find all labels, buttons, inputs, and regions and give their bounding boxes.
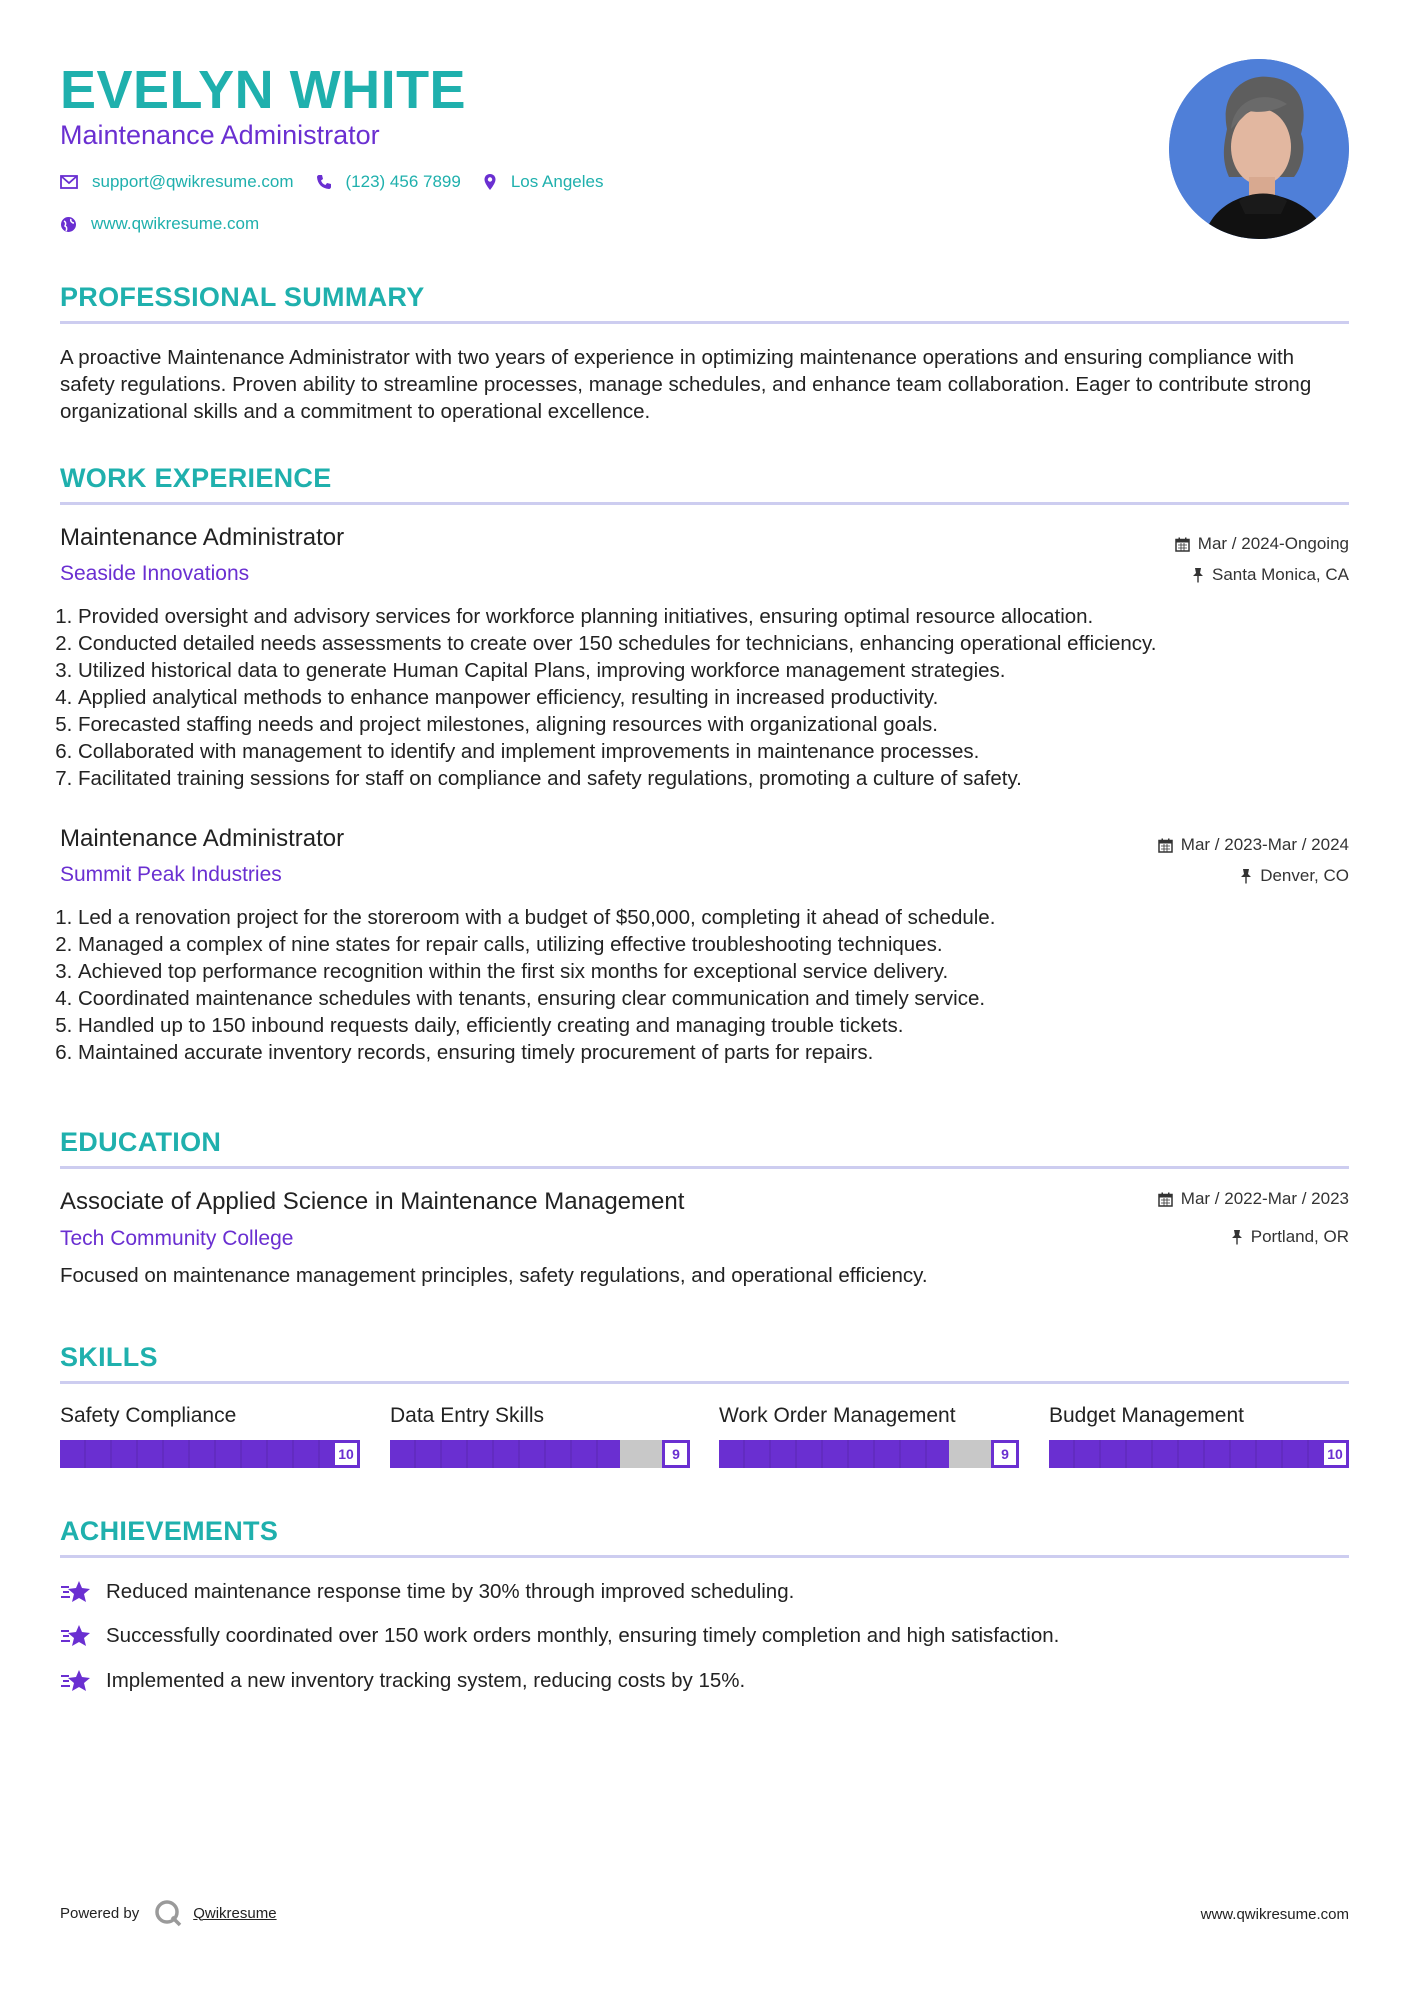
globe-icon — [60, 216, 77, 233]
skill-score: 10 — [332, 1440, 360, 1468]
pushpin-icon — [1231, 1229, 1243, 1245]
achievement-text: Reduced maintenance response time by 30% through improved scheduling. — [106, 1580, 795, 1603]
list-item: 6. Collaborated with management to identify and implement improvements in maintenance processes. — [78, 738, 1367, 765]
calendar-icon — [1158, 838, 1173, 853]
education-location — [1231, 1226, 1349, 1248]
education-description: Focused on maintenance management principles, safety regulations, and operational efficiency. — [60, 1264, 928, 1287]
shooting-star-icon — [60, 1668, 92, 1694]
skill-score: 10 — [1321, 1440, 1349, 1468]
skill-score: 9 — [991, 1440, 1019, 1468]
skill-label: Data Entry Skills — [390, 1404, 545, 1427]
phone-contact[interactable] — [316, 172, 461, 192]
job-location — [1240, 865, 1349, 887]
school-name: Tech Community College — [60, 1227, 294, 1250]
list-item: 5. Forecasted staffing needs and project milestones, aligning resources with organizational goals. — [78, 711, 1367, 738]
email-contact[interactable] — [60, 172, 294, 192]
job-location-text: Denver, CO — [1260, 866, 1349, 885]
job-dates — [1175, 533, 1349, 555]
achievement-item — [60, 1622, 1059, 1649]
skill-bar — [60, 1440, 360, 1468]
achievements-title: ACHIEVEMENTS — [60, 1516, 279, 1546]
skill-fill — [60, 1440, 332, 1468]
summary-text: A proactive Maintenance Administrator with two years of experience in optimizing maintenance operations and ensuring compliance with safety regulations. Proven ability to streamline processes, manage schedules, and enhance team collaboration. Eager to contribute strong organizational skills and a commitment to operational excellence. — [60, 346, 1312, 423]
candidate-name: EVELYN WHITE — [60, 60, 467, 120]
contact-row-2 — [60, 214, 281, 234]
skill-label: Safety Compliance — [60, 1404, 237, 1427]
list-item: 1. Led a renovation project for the storeroom with a budget of $50,000, completing it ahead of schedule. — [78, 904, 1367, 931]
achievement-item — [60, 1578, 794, 1605]
job-title: Maintenance Administrator — [60, 524, 345, 551]
job-dates-text: Mar / 2023-Mar / 2024 — [1180, 835, 1349, 854]
map-pin-icon — [483, 173, 497, 191]
shooting-star-icon — [60, 1623, 92, 1649]
summary-divider — [60, 321, 1349, 324]
skills-title: SKILLS — [60, 1342, 158, 1372]
skill-fill — [719, 1440, 949, 1468]
summary-title: PROFESSIONAL SUMMARY — [60, 282, 425, 312]
job-bullets — [60, 603, 1367, 792]
skill-label: Budget Management — [1049, 1404, 1244, 1427]
company-name: Seaside Innovations — [60, 562, 250, 585]
list-item: 4. Coordinated maintenance schedules with tenants, ensuring clear communication and timely service. — [78, 985, 1367, 1012]
footer-powered-by — [60, 1898, 277, 1928]
list-item: 2. Conducted detailed needs assessments to create over 150 schedules for technicians, enhancing operational efficiency. — [78, 630, 1367, 657]
skill-label: Work Order Management — [719, 1404, 956, 1427]
pushpin-icon — [1192, 567, 1204, 583]
skill-score: 9 — [662, 1440, 690, 1468]
skill-item — [719, 1403, 1019, 1462]
skill-bar — [1049, 1440, 1349, 1468]
candidate-role: Maintenance Administrator — [60, 120, 380, 150]
skill-bar — [390, 1440, 690, 1468]
profile-photo — [1169, 59, 1349, 239]
skill-item — [60, 1403, 360, 1462]
website-contact[interactable] — [60, 214, 259, 234]
phone-icon — [316, 174, 332, 190]
location-contact — [483, 172, 604, 192]
education-location-text: Portland, OR — [1250, 1227, 1349, 1246]
skill-item — [390, 1403, 690, 1462]
job-bullets — [60, 904, 1367, 1066]
skill-fill — [1049, 1440, 1321, 1468]
list-item: 6. Maintained accurate inventory records, ensuring timely procurement of parts for repairs. — [78, 1039, 1367, 1066]
education-dates-text: Mar / 2022-Mar / 2023 — [1180, 1189, 1349, 1208]
list-item: 3. Achieved top performance recognition within the first six months for exceptional service delivery. — [78, 958, 1367, 985]
job-dates — [1158, 834, 1349, 856]
list-item: 7. Facilitated training sessions for staff on compliance and safety regulations, promoting a culture of safety. — [78, 765, 1367, 792]
education-dates — [1158, 1188, 1349, 1210]
list-item: 1. Provided oversight and advisory services for workforce planning initiatives, ensuring optimal resource allocation. — [78, 603, 1367, 630]
education-divider — [60, 1166, 1349, 1169]
skill-bar — [719, 1440, 1019, 1468]
phone-text: (123) 456 7899 — [345, 172, 461, 191]
job-location-text: Santa Monica, CA — [1211, 565, 1349, 584]
brand-link[interactable]: Qwikresume — [193, 1904, 277, 1922]
footer-url[interactable]: www.qwikresume.com — [1200, 1906, 1349, 1923]
experience-divider — [60, 502, 1349, 505]
shooting-star-icon — [60, 1579, 92, 1605]
achievement-text: Implemented a new inventory tracking system, reducing costs by 15%. — [106, 1669, 746, 1692]
list-item: 4. Applied analytical methods to enhance manpower efficiency, resulting in increased productivity. — [78, 684, 1367, 711]
list-item: 3. Utilized historical data to generate Human Capital Plans, improving workforce management strategies. — [78, 657, 1367, 684]
achievements-divider — [60, 1555, 1349, 1558]
job-title: Maintenance Administrator — [60, 825, 345, 852]
achievement-text: Successfully coordinated over 150 work orders monthly, ensuring timely completion and high satisfaction. — [106, 1624, 1060, 1647]
company-name: Summit Peak Industries — [60, 863, 282, 886]
website-text: www.qwikresume.com — [91, 214, 260, 233]
powered-by-text: Powered by — [60, 1904, 140, 1922]
skill-item — [1049, 1403, 1349, 1462]
education-title: EDUCATION — [60, 1127, 222, 1157]
list-item: 2. Managed a complex of nine states for repair calls, utilizing effective troubleshooting techniques. — [78, 931, 1367, 958]
profile-portrait-image — [1169, 59, 1349, 239]
qwikresume-logo-icon — [153, 1898, 183, 1928]
envelope-icon — [60, 175, 78, 189]
pushpin-icon — [1240, 868, 1252, 884]
experience-title: WORK EXPERIENCE — [60, 463, 332, 493]
list-item: 5. Handled up to 150 inbound requests daily, efficiently creating and managing trouble tickets. — [78, 1012, 1367, 1039]
job-dates-text: Mar / 2024-Ongoing — [1197, 534, 1349, 553]
calendar-icon — [1175, 537, 1190, 552]
degree-title: Associate of Applied Science in Maintenance Management — [60, 1188, 685, 1215]
contact-row-1 — [60, 172, 625, 192]
skills-divider — [60, 1381, 1349, 1384]
email-text: support@qwikresume.com — [92, 172, 294, 191]
job-location — [1192, 564, 1349, 586]
location-text: Los Angeles — [510, 172, 604, 191]
skill-fill — [390, 1440, 620, 1468]
calendar-icon — [1158, 1192, 1173, 1207]
achievement-item — [60, 1667, 745, 1694]
